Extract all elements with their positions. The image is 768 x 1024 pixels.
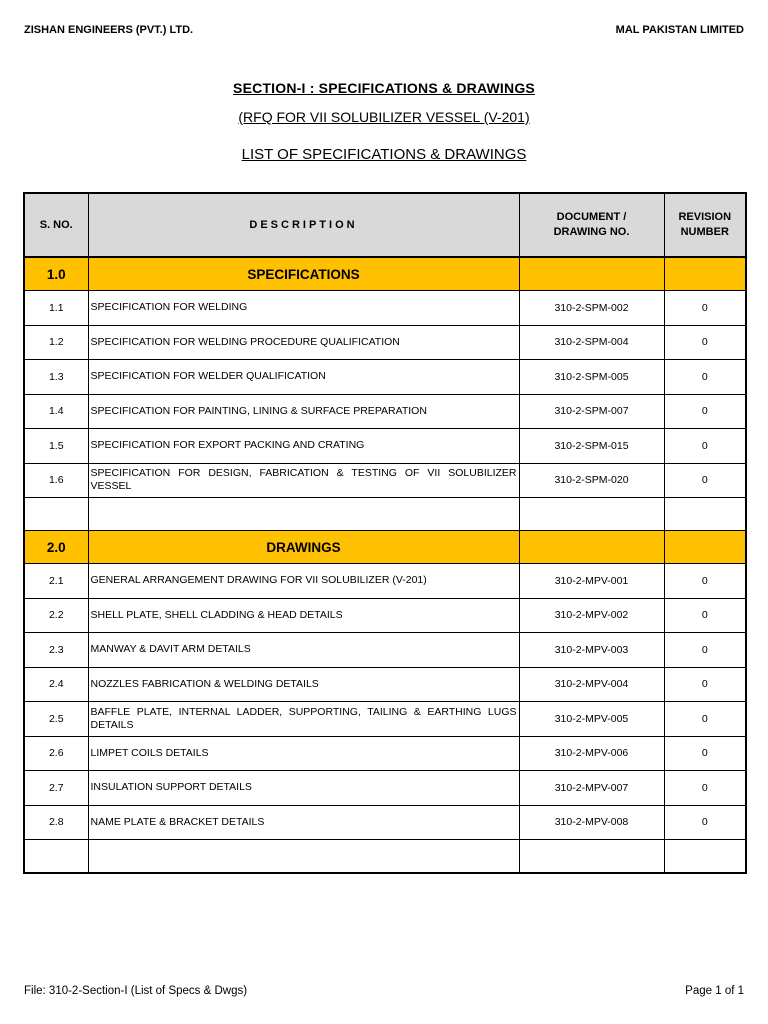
row-revision: 0 — [664, 736, 746, 771]
row-number: 2.6 — [24, 736, 88, 771]
blank-cell — [88, 840, 519, 874]
document-header-line1: DOCUMENT / — [556, 211, 627, 223]
row-revision: 0 — [664, 394, 746, 429]
row-revision: 0 — [664, 291, 746, 326]
section-row — [24, 257, 746, 291]
row-document-number: 310-2-MPV-005 — [519, 702, 664, 737]
row-number: 2.2 — [24, 598, 88, 633]
row-document-number: 310-2-MPV-008 — [519, 805, 664, 840]
blank-row — [24, 498, 746, 531]
section-number: 2.0 — [24, 531, 88, 564]
section-rev-cell — [664, 257, 746, 291]
section-rev-cell — [664, 531, 746, 564]
specs-drawings-table — [23, 192, 747, 874]
section-doc-cell — [519, 257, 664, 291]
row-document-number: 310-2-SPM-020 — [519, 463, 664, 498]
blank-cell — [24, 498, 88, 531]
table-row — [24, 325, 746, 360]
row-description: SPECIFICATION FOR WELDER QUALIFICATION — [88, 360, 519, 395]
revision-header — [664, 193, 746, 257]
table-row — [24, 429, 746, 464]
row-number: 2.4 — [24, 667, 88, 702]
row-description: BAFFLE PLATE, INTERNAL LADDER, SUPPORTING, TAILING & EARTHING LUGS DETAILS — [88, 702, 519, 737]
row-document-number: 310-2-SPM-007 — [519, 394, 664, 429]
table-row — [24, 564, 746, 599]
row-revision: 0 — [664, 463, 746, 498]
row-number: 2.1 — [24, 564, 88, 599]
row-description: LIMPET COILS DETAILS — [88, 736, 519, 771]
row-document-number: 310-2-SPM-005 — [519, 360, 664, 395]
row-revision: 0 — [664, 633, 746, 668]
table-row — [24, 805, 746, 840]
row-description: MANWAY & DAVIT ARM DETAILS — [88, 633, 519, 668]
row-revision: 0 — [664, 360, 746, 395]
row-description: INSULATION SUPPORT DETAILS — [88, 771, 519, 806]
table-row — [24, 771, 746, 806]
row-number: 1.6 — [24, 463, 88, 498]
row-number: 2.8 — [24, 805, 88, 840]
row-revision: 0 — [664, 429, 746, 464]
row-document-number: 310-2-MPV-006 — [519, 736, 664, 771]
row-description: SPECIFICATION FOR DESIGN, FABRICATION & TESTING OF VII SOLUBILIZER VESSEL — [88, 463, 519, 498]
row-description: SPECIFICATION FOR EXPORT PACKING AND CRATING — [88, 429, 519, 464]
row-number: 1.5 — [24, 429, 88, 464]
section-title: DRAWINGS — [88, 531, 519, 564]
revision-header-line2: NUMBER — [680, 226, 729, 238]
document-header-line2: DRAWING NO. — [553, 226, 630, 238]
row-revision: 0 — [664, 564, 746, 599]
table-header-row — [24, 193, 746, 257]
row-number: 1.1 — [24, 291, 88, 326]
row-description: SPECIFICATION FOR PAINTING, LINING & SURFACE PREPARATION — [88, 394, 519, 429]
blank-cell — [664, 498, 746, 531]
section-doc-cell — [519, 531, 664, 564]
document-header — [519, 193, 664, 257]
table-row — [24, 291, 746, 326]
page-number: Page 1 of 1 — [685, 985, 744, 997]
row-description: NOZZLES FABRICATION & WELDING DETAILS — [88, 667, 519, 702]
row-number: 2.5 — [24, 702, 88, 737]
row-number: 2.3 — [24, 633, 88, 668]
table-row — [24, 702, 746, 737]
row-document-number: 310-2-MPV-007 — [519, 771, 664, 806]
row-description: NAME PLATE & BRACKET DETAILS — [88, 805, 519, 840]
row-document-number: 310-2-SPM-004 — [519, 325, 664, 360]
description-header: DESCRIPTION — [88, 193, 519, 257]
rfq-title: (RFQ FOR VII SOLUBILIZER VESSEL (V-201) — [238, 109, 530, 125]
row-description: GENERAL ARRANGEMENT DRAWING FOR VII SOLUBILIZER (V-201) — [88, 564, 519, 599]
table-row — [24, 598, 746, 633]
row-number: 1.3 — [24, 360, 88, 395]
file-name: File: 310-2-Section-I (List of Specs & Dwgs) — [24, 985, 248, 997]
row-document-number: 310-2-MPV-001 — [519, 564, 664, 599]
row-document-number: 310-2-MPV-003 — [519, 633, 664, 668]
blank-row — [24, 840, 746, 874]
row-revision: 0 — [664, 667, 746, 702]
row-revision: 0 — [664, 702, 746, 737]
table-row — [24, 360, 746, 395]
row-revision: 0 — [664, 771, 746, 806]
sno-header: S. NO. — [24, 193, 88, 257]
row-revision: 0 — [664, 598, 746, 633]
section-number: 1.0 — [24, 257, 88, 291]
row-number: 1.4 — [24, 394, 88, 429]
list-title: LIST OF SPECIFICATIONS & DRAWINGS — [241, 146, 527, 163]
table-row — [24, 736, 746, 771]
company-name: ZISHAN ENGINEERS (PVT.) LTD. — [24, 24, 194, 36]
section-row — [24, 531, 746, 564]
table-row — [24, 394, 746, 429]
blank-cell — [88, 498, 519, 531]
row-number: 1.2 — [24, 325, 88, 360]
table-row — [24, 667, 746, 702]
row-description: SPECIFICATION FOR WELDING — [88, 291, 519, 326]
blank-cell — [24, 840, 88, 874]
revision-header-line1: REVISION — [678, 211, 732, 223]
table-row — [24, 463, 746, 498]
row-revision: 0 — [664, 805, 746, 840]
row-document-number: 310-2-SPM-015 — [519, 429, 664, 464]
blank-cell — [519, 498, 664, 531]
section-title: SPECIFICATIONS — [88, 257, 519, 291]
blank-cell — [664, 840, 746, 874]
row-number: 2.7 — [24, 771, 88, 806]
blank-cell — [519, 840, 664, 874]
section-title: SECTION-I : SPECIFICATIONS & DRAWINGS — [233, 80, 535, 96]
row-document-number: 310-2-MPV-002 — [519, 598, 664, 633]
row-description: SHELL PLATE, SHELL CLADDING & HEAD DETAILS — [88, 598, 519, 633]
table-row — [24, 633, 746, 668]
row-document-number: 310-2-SPM-002 — [519, 291, 664, 326]
row-document-number: 310-2-MPV-004 — [519, 667, 664, 702]
row-description: SPECIFICATION FOR WELDING PROCEDURE QUALIFICATION — [88, 325, 519, 360]
row-revision: 0 — [664, 325, 746, 360]
client-name: MAL PAKISTAN LIMITED — [615, 24, 744, 36]
